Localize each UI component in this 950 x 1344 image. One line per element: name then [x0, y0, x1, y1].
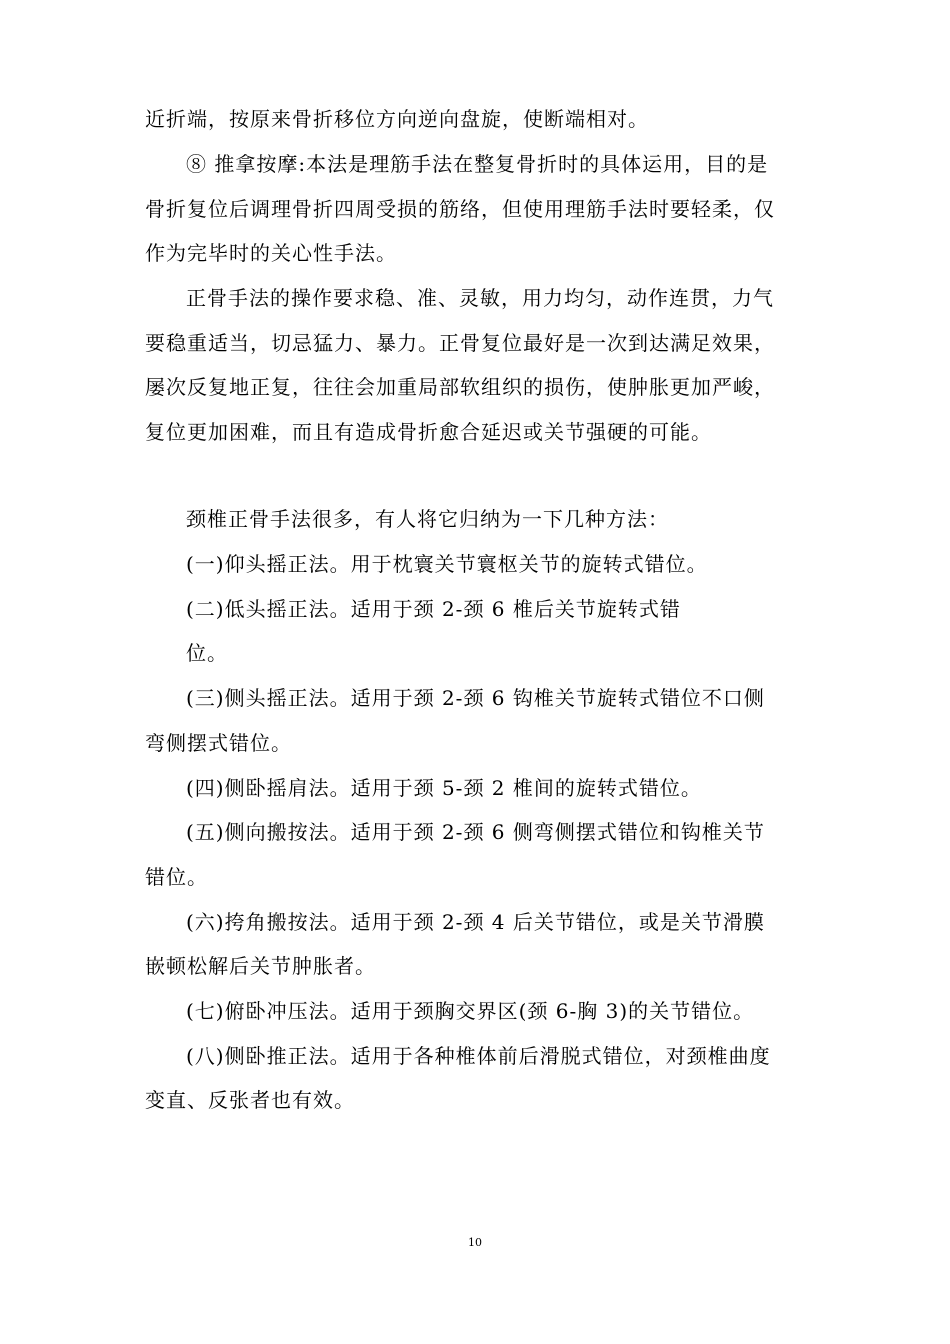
text-line: 屡次反复地正复，往往会加重局部软组织的损伤，使肿胀更加严峻， [145, 375, 775, 399]
text-line: (三)侧头摇正法。适用于颈 2-颈 6 钩椎关节旋转式错位不口侧 [186, 686, 765, 710]
text-line: (一)仰头摇正法。用于枕寰关节寰枢关节的旋转式错位。 [186, 552, 708, 576]
text-line: 错位。 [145, 865, 208, 889]
text-line: (七)俯卧冲压法。适用于颈胸交界区(颈 6-胸 3)的关节错位。 [186, 999, 755, 1023]
text-line: (八)侧卧推正法。适用于各种椎体前后滑脱式错位，对颈椎曲度 [186, 1044, 771, 1068]
text-line: (六)挎角搬按法。适用于颈 2-颈 4 后关节错位，或是关节滑膜 [186, 910, 765, 934]
text-line: (二)低头摇正法。适用于颈 2-颈 6 椎后关节旋转式错 [186, 597, 681, 621]
text-line: 骨折复位后调理骨折四周受损的筋络，但使用理筋手法时要轻柔，仅 [145, 197, 775, 221]
text-line: 颈椎正骨手法很多，有人将它归纳为一下几种方法： [186, 507, 669, 531]
text-line: 位。 [186, 641, 228, 665]
text-line: 复位更加困难，而且有造成骨折愈合延迟或关节强硬的可能。 [145, 420, 712, 444]
text-line: ⑧ 推拿按摩:本法是理筋手法在整复骨折时的具体运用，目的是 [186, 152, 769, 176]
text-line: (五)侧向搬按法。适用于颈 2-颈 6 侧弯侧摆式错位和钩椎关节 [186, 820, 765, 844]
text-line: 要稳重适当，切忌猛力、暴力。正骨复位最好是一次到达满足效果， [145, 331, 775, 355]
text-line: 近折端，按原来骨折移位方向逆向盘旋，使断端相对。 [145, 107, 649, 131]
page-number: 10 [468, 1236, 482, 1249]
text-line: 弯侧摆式错位。 [145, 731, 292, 755]
text-line: 嵌顿松解后关节肿胀者。 [145, 954, 376, 978]
text-line: (四)侧卧摇肩法。适用于颈 5-颈 2 椎间的旋转式错位。 [186, 776, 702, 800]
text-line: 变直、反张者也有效。 [145, 1088, 355, 1112]
text-line: 正骨手法的操作要求稳、准、灵敏，用力均匀，动作连贯，力气 [186, 286, 774, 310]
text-line: 作为完毕时的关心性手法。 [145, 241, 397, 265]
